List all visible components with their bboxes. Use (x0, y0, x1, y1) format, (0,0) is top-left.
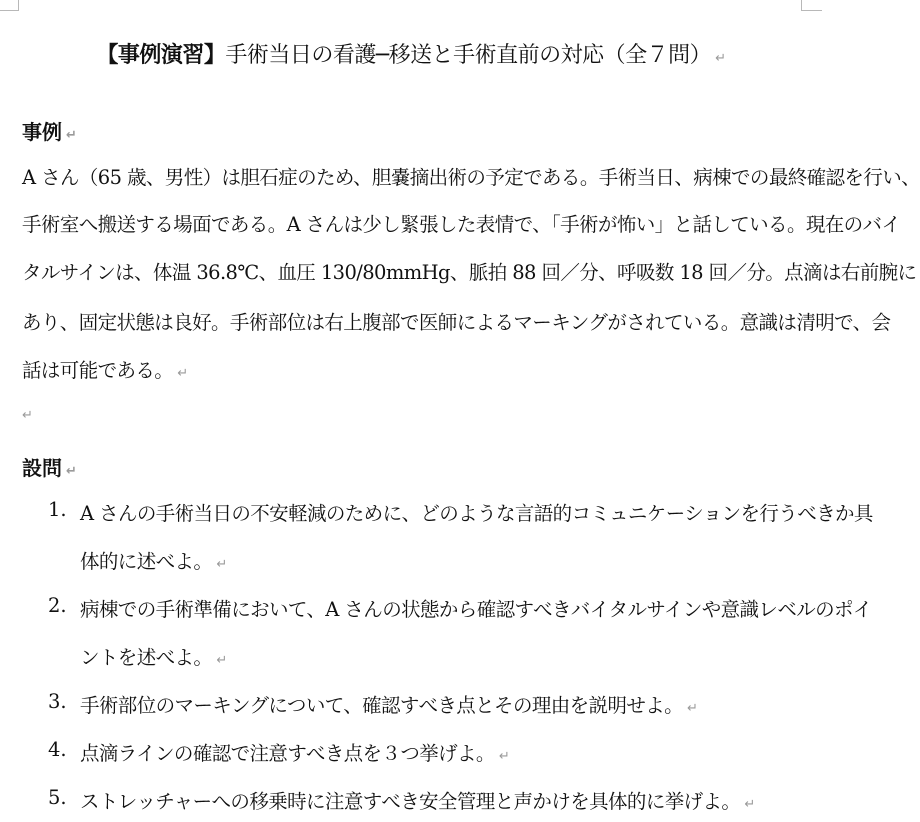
case-text-line: タルサインは、体温 36.8℃、血圧 130/80mmHg、脈拍 88 回／分、呼吸数 18 回／分。点滴は右前腕に (22, 261, 917, 284)
question-text-line (80, 738, 509, 766)
question-text-line-end: 体的に述べよ。 (80, 550, 213, 573)
paragraph-mark-icon: ↵ (66, 464, 77, 479)
question-text-line (80, 690, 697, 718)
page-corner-mark-top-right (801, 0, 822, 11)
paragraph-mark-icon: ↵ (498, 749, 510, 764)
question-text-line-end: 点滴ラインの確認で注意すべき点を３つ挙げよ。 (80, 742, 495, 765)
question-text-line (80, 786, 755, 814)
question-text-line-end: ストレッチャーへの移乗時に注意すべき安全管理と声かけを具体的に挙げよ。 (80, 790, 741, 813)
case-heading-label: 事例 (22, 120, 62, 144)
case-heading (22, 116, 77, 145)
document-title (0, 38, 822, 69)
question-text-line: 病棟での手術準備において、A さんの状態から確認すべきバイタルサインや意識レベルのポイ (80, 598, 872, 621)
case-text-line: あり、固定状態は良好。手術部位は右上腹部で医師によるマーキングがされている。意識は清明で、会 (22, 311, 891, 334)
question-number: 5. (48, 786, 67, 809)
empty-paragraph (22, 404, 33, 423)
case-text-line: 手術室へ搬送する場面である。A さんは少し緊張した表情で、「手術が怖い」と話している。現在のバイ (22, 213, 901, 236)
page-corner-mark-top-left (0, 0, 19, 11)
paragraph-mark-icon: ↵ (687, 701, 698, 716)
title-text: 手術当日の看護─移送と手術直前の対応（全７問） (225, 43, 712, 68)
questions-heading (22, 452, 77, 481)
question-number: 2. (48, 594, 67, 617)
paragraph-mark-icon: ↵ (66, 128, 77, 143)
case-text-line-end: 話は可能である。 (22, 359, 174, 382)
paragraph-mark-icon: ↵ (22, 408, 33, 423)
question-text-line (80, 546, 227, 574)
case-text-line (22, 355, 188, 383)
question-text-line: A さんの手術当日の不安軽減のために、どのような言語的コミュニケーションを行うべきか具 (80, 502, 873, 525)
questions-heading-label: 設問 (22, 456, 62, 480)
question-number: 4. (48, 738, 67, 761)
paragraph-mark-icon: ↵ (744, 797, 755, 812)
question-number: 1. (48, 498, 67, 521)
question-text-line (80, 642, 227, 670)
paragraph-mark-icon: ↵ (715, 51, 726, 66)
question-number: 3. (48, 690, 67, 713)
question-text-line-end: 手術部位のマーキングについて、確認すべき点とその理由を説明せよ。 (80, 694, 684, 717)
paragraph-mark-icon: ↵ (216, 557, 227, 572)
title-bracket-label: 【事例演習】 (96, 42, 226, 68)
paragraph-mark-icon: ↵ (216, 653, 227, 668)
paragraph-mark-icon: ↵ (177, 366, 188, 381)
case-text-line: A さん（65 歳、男性）は胆石症のため、胆嚢摘出術の予定である。手術当日、病棟での最終確認を行い、 (22, 166, 920, 189)
question-text-line-end: ントを述べよ。 (80, 646, 213, 669)
